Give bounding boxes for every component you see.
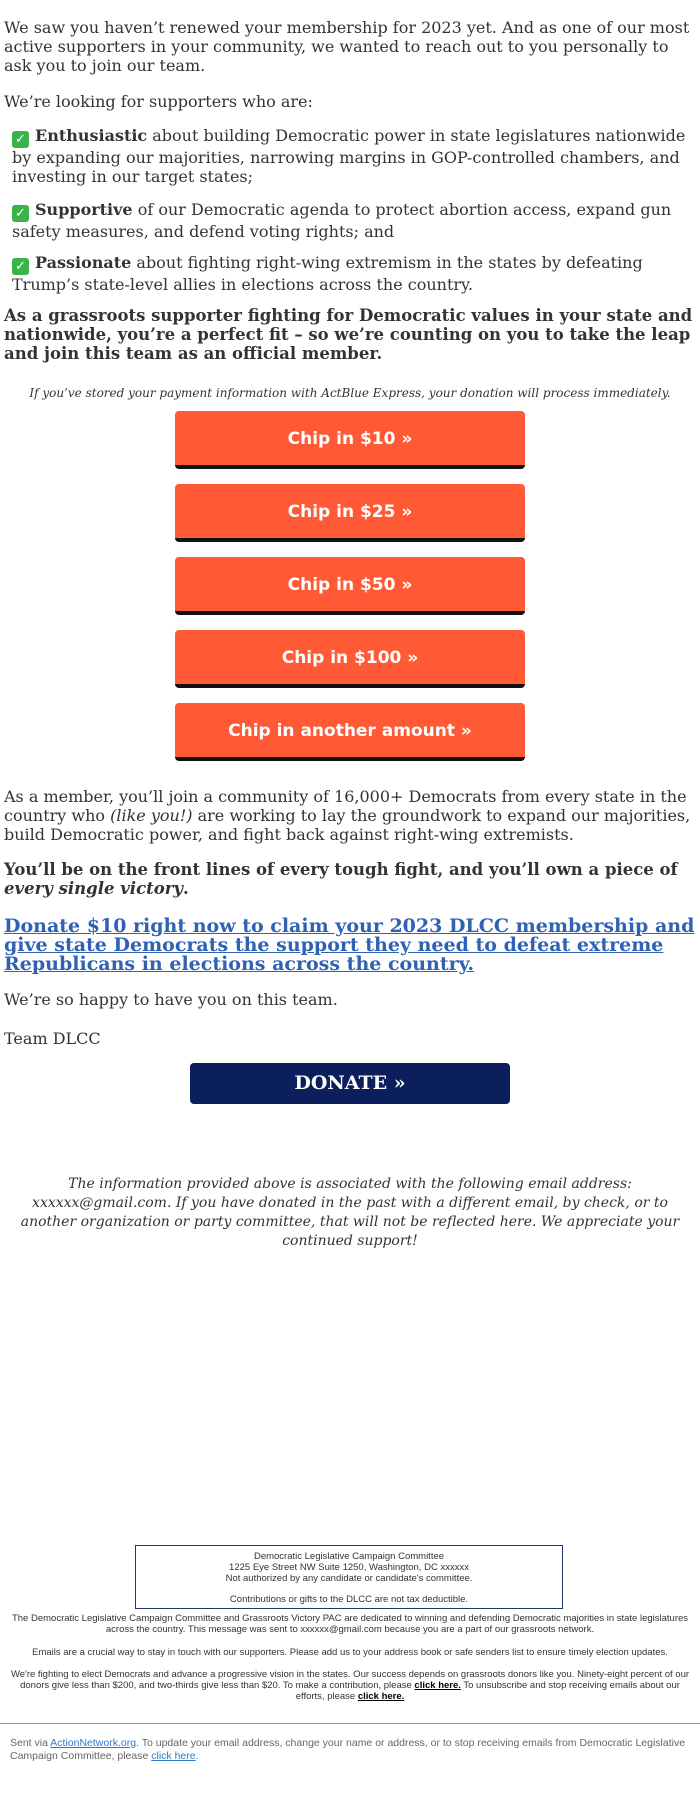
donate-button[interactable]: DONATE » (190, 1063, 510, 1104)
happy-text: We’re so happy to have you on this team. (4, 990, 338, 1009)
sent-via-text-3: . (195, 1750, 199, 1762)
org-name: Democratic Legislative Campaign Committee (253, 1551, 445, 1562)
chip-in-25-button[interactable]: Chip in $25 » (175, 484, 525, 542)
sent-via-footer (10, 1737, 690, 1763)
check-mark-icon: ✓ (12, 131, 29, 148)
quality-item-passionate (12, 253, 692, 294)
update-preferences-link[interactable]: click here (151, 1750, 196, 1762)
stored-payment-note: If you’ve stored your payment information with ActBlue Express, your donation will process immediately. (29, 386, 671, 400)
chip-in-50-button[interactable]: Chip in $50 » (175, 557, 525, 615)
front-lines-text-2: . (183, 879, 189, 898)
front-lines-italic: every single victory (4, 879, 184, 898)
looking-for-text: We’re looking for supporters who are: (4, 92, 313, 111)
org-address: 1225 Eye Street NW Suite 1250, Washington, DC xxxxxx (229, 1562, 469, 1573)
chip-in-other-amount-button[interactable]: Chip in another amount » (175, 703, 525, 761)
footer-dedicated: The Democratic Legislative Campaign Committee and Grassroots Victory PAC are dedicated to winning and defending Democratic majorities in state legislatures across the country. This message was sent to xxxxxx@gmail.com because you are a part of our grassroots network. (11, 1613, 689, 1635)
tax-note: Contributions or gifts to the DLCC are not tax deductible. (229, 1594, 469, 1605)
quality-text: of our Democratic agenda to protect abortion access, expand gun safety measures, and defend voting rights; and (12, 200, 672, 241)
email-info-note: The information provided above is associated with the following email address: xxxxxx@gmail.com. If you have donated in the past with a different email, by check, or to another organization or party committee, that will not be reflected here. We appreciate your continued support! (20, 1176, 680, 1249)
footer-fighting-text-1: We're fighting to elect Democrats and advance a progressive vision in the states. Our success depends on grassroots donors like you. Ninety-eight percent of our donors give less than $200, and two-thirds give less than $20. To make a contribution, please (10, 1669, 690, 1691)
chip-in-10-button[interactable]: Chip in $10 » (175, 411, 525, 469)
footer-address-box (135, 1545, 563, 1609)
quality-bold: Enthusiastic (35, 126, 148, 145)
sent-via-text-2: . To update your email address, change your name or address, or to stop receiving emails from Democratic Legislative Campaign Committee, please (10, 1737, 686, 1762)
quality-bold: Supportive (35, 200, 133, 219)
footer-emails-note: Emails are a crucial way to stay in touch with our supporters. Please add us to your address book or safe senders list to ensure timely election updates. (32, 1647, 668, 1658)
quality-item-supportive (12, 200, 692, 241)
contribute-link[interactable]: click here. (414, 1680, 461, 1691)
actionnetwork-link[interactable]: ActionNetwork.org (50, 1737, 137, 1749)
front-lines-text-1: You’ll be on the front lines of every tough fight, and you’ll own a piece of (4, 860, 678, 879)
quality-bold: Passionate (35, 253, 132, 272)
member-text-2: are working to lay the groundwork to expand our majorities, build Democratic power, and fight back against right-wing extremists. (4, 806, 691, 844)
perfect-fit-paragraph: As a grassroots supporter fighting for Democratic values in your state and nationwide, you’re a perfect fit – so we’re counting on you to take the leap and join this team as an official member. (4, 306, 693, 363)
check-mark-icon: ✓ (12, 258, 29, 275)
member-paragraph (4, 787, 696, 844)
member-text-italic: (like you!) (110, 806, 193, 825)
signoff: Team DLCC (4, 1029, 101, 1048)
quality-text: about building Democratic power in state legislatures nationwide by expanding our majorities, narrowing margins in GOP-controlled chambers, and investing in our target states; (12, 126, 686, 186)
unsubscribe-link[interactable]: click here. (357, 1691, 405, 1702)
chip-in-100-button[interactable]: Chip in $100 » (175, 630, 525, 688)
intro-paragraph: We saw you haven’t renewed your membership for 2023 yet. And as one of our most active supporters in your community, we wanted to reach out to you personally to ask you to join our team. (4, 18, 690, 75)
footer-divider (0, 1723, 700, 1724)
front-lines-paragraph (4, 860, 696, 898)
authorization-note: Not authorized by any candidate or candidate's committee. (225, 1573, 473, 1584)
sent-via-text-1: Sent via (10, 1737, 51, 1749)
check-mark-icon: ✓ (12, 205, 29, 222)
donate-10-link[interactable]: Donate $10 right now to claim your 2023 DLCC membership and give state Democrats the support they need to defeat extreme Republicans in elections across the country. (4, 915, 695, 975)
footer-fighting-text-2: To unsubscribe and stop receiving emails about our efforts, please (295, 1680, 680, 1702)
quality-text: about fighting right-wing extremism in the states by defeating Trump’s state-level allies in elections across the country. (12, 253, 643, 294)
footer-fighting (8, 1669, 692, 1702)
quality-item-enthusiastic (12, 126, 692, 186)
member-text-1: As a member, you’ll join a community of 16,000+ Democrats from every state in the country who (4, 787, 687, 825)
